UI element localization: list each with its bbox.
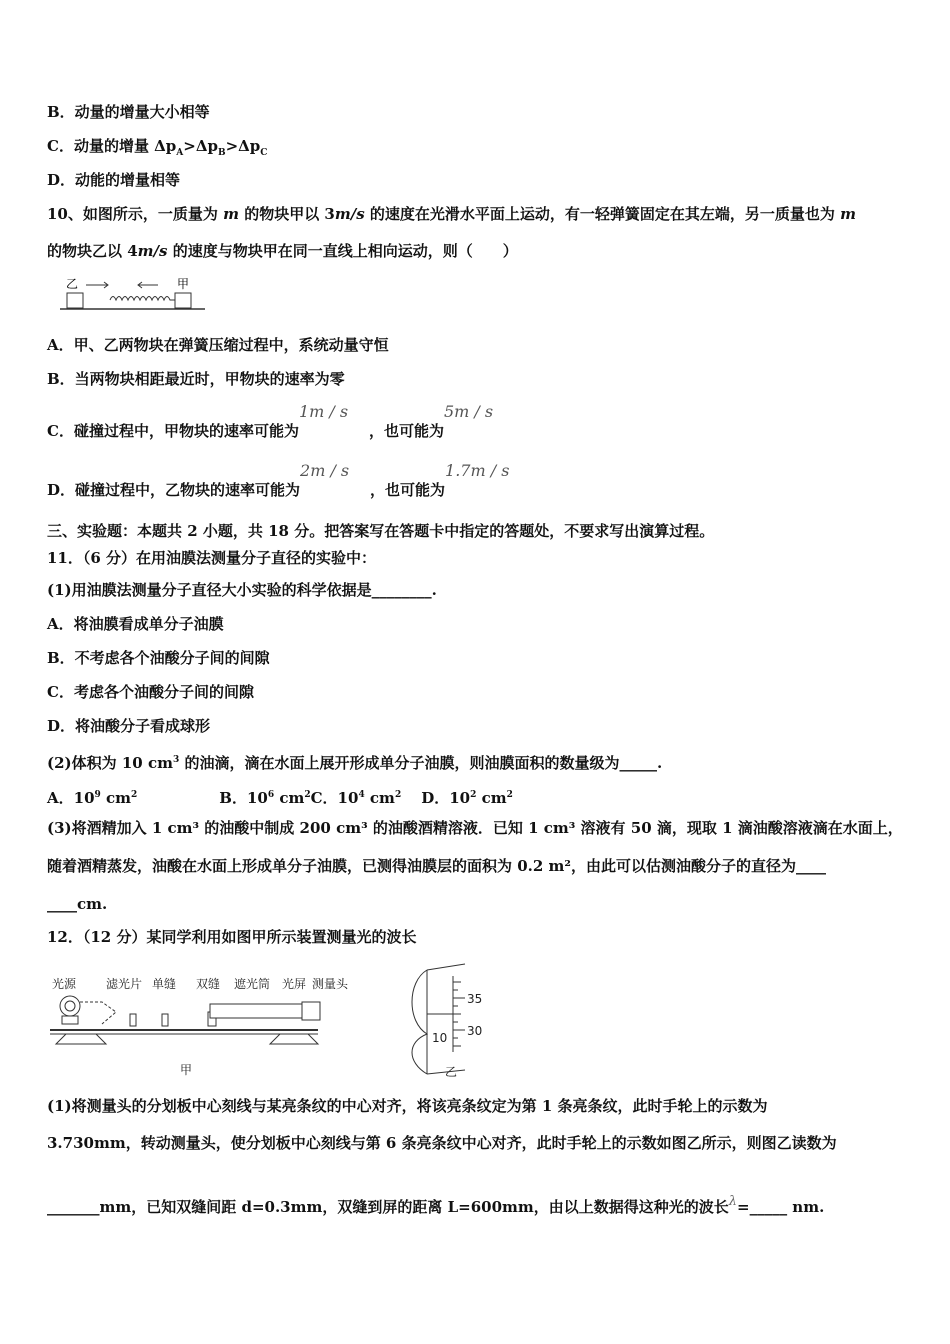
svg-text:甲: 甲 [180, 1063, 193, 1077]
q10-option-d: D．碰撞过程中，乙物块的速率可能为 2m / s ，也可能为 1.7m / s [47, 461, 510, 499]
q11-title: 11．（6 分）在用油膜法测量分子直径的实验中： [47, 549, 377, 567]
q9-option-d: D．动能的增量相等 [47, 171, 181, 189]
svg-text:30: 30 [467, 1024, 483, 1038]
q12-micrometer-figure [405, 962, 495, 1080]
q11-option-b: B．不考虑各个油酸分子间的间隙 [47, 649, 270, 667]
q12-part1-line2: 3.730mm，转动测量头，使分划板中心刻线与第 6 条亮条纹中心对齐，此时手轮上的示数如图乙所示，则图乙读数为 [47, 1134, 837, 1152]
svg-text:单缝: 单缝 [152, 977, 177, 991]
q11-part1: (1)用油膜法测量分子直径大小实验的科学依据是________. [47, 581, 437, 599]
q12-part1-line1: (1)将测量头的分划板中心刻线与某亮条纹的中心对齐，将该亮条纹定为第 1 条亮条纹，此时手轮上的示数为 [47, 1097, 768, 1115]
arrow-right-icon [86, 282, 108, 288]
lambda-symbol: λ [728, 1194, 738, 1209]
c-value-1: 1m / s [298, 402, 349, 421]
fig-label-yi: 乙 [66, 277, 79, 291]
svg-text:双缝: 双缝 [196, 977, 221, 991]
single-slit-icon [162, 1014, 168, 1026]
svg-text:滤光片: 滤光片 [106, 977, 143, 991]
section3-heading: 三、实验题：本题共 2 小题，共 18 分。把答案写在答题卡中指定的答题处，不要求写出演算过程。 [47, 522, 715, 540]
q9-option-b: B．动量的增量大小相等 [47, 103, 210, 121]
svg-text:35: 35 [467, 992, 483, 1006]
q10-option-a: A．甲、乙两物块在弹簧压缩过程中，系统动量守恒 [47, 336, 389, 354]
d-value-2: 1.7m / s [445, 461, 510, 480]
q11-part3-line3: ____cm. [47, 895, 108, 913]
q11-part3-line2: 随着酒精蒸发，油酸在水面上形成单分子油膜，已测得油膜层的面积为 0.2 m²，由此可以估测油酸分子的直径为____ [47, 857, 826, 875]
filter-icon [130, 1014, 136, 1026]
q11-option-d: D．将油酸分子看成球形 [47, 717, 211, 735]
d-value-1: 2m / s [300, 461, 350, 480]
light-source-icon [60, 996, 80, 1016]
q12-part1-line3: _______mm，已知双缝间距 d=0.3mm，双缝到屏的距离 L=600mm，由以上数据得这种光的波长λ=_____ nm. [47, 1194, 825, 1216]
q10-option-b: B．当两物块相距最近时，甲物块的速率为零 [47, 370, 345, 388]
q9-option-c: C．动量的增量 $\Delta p_A>\Delta p_B>\Delta p_C$ [47, 137, 268, 158]
c-value-2: 5m / s [443, 402, 494, 421]
q11-part2-options: A．$10^9$ $cm^2$ B．$10^6$ $cm^2C$．$10^4$ $cm^2$ D．$10^2$ $cm^2$ [47, 789, 513, 807]
svg-text:光屏: 光屏 [282, 977, 307, 991]
fig-label-jia: 甲 [177, 277, 190, 291]
q11-option-c: C．考虑各个油酸分子间的间隙 [47, 683, 254, 701]
svg-text:乙: 乙 [445, 1065, 458, 1079]
svg-text:遮光筒: 遮光筒 [234, 977, 271, 991]
q10-spring-figure [60, 275, 210, 315]
measure-head-icon [302, 1002, 320, 1020]
block-yi [67, 293, 83, 308]
q12-title: 12．（12 分）某同学利用如图甲所示装置测量光的波长 [47, 928, 417, 946]
q12-apparatus-figure [50, 972, 370, 1084]
q10-stem-line2: 的物块乙以 4m/s 的速度与物块甲在同一直线上相向运动，则（ ） [47, 242, 518, 260]
q10-stem-line1: 10、如图所示，一质量为 m 的物块甲以 3m/s 的速度在光滑水平面上运动，有一轻弹簧固定在其左端，另一质量也为 m [47, 205, 856, 223]
q10-option-c: C．碰撞过程中，甲物块的速率可能为 1m / s ，也可能为 5m / s [47, 402, 494, 440]
svg-text:光源: 光源 [52, 977, 77, 991]
q11-part2: (2)体积为 10 $cm^3$ 的油滴，滴在水面上展开形成单分子油膜，则油膜面积的数量级为_____. [47, 754, 663, 772]
spring [110, 297, 175, 301]
svg-text:测量头: 测量头 [312, 977, 349, 991]
svg-text:10: 10 [432, 1031, 448, 1045]
arrow-left-icon [138, 282, 158, 288]
q11-part3-line1: (3)将酒精加入 1 cm³ 的油酸中制成 200 cm³ 的油酸酒精溶液．已知 1 cm³ 溶液有 50 滴，现取 1 滴油酸溶液滴在水面上， [47, 819, 903, 837]
q11-option-a: A．将油膜看成单分子油膜 [47, 615, 224, 633]
block-jia [175, 293, 191, 308]
